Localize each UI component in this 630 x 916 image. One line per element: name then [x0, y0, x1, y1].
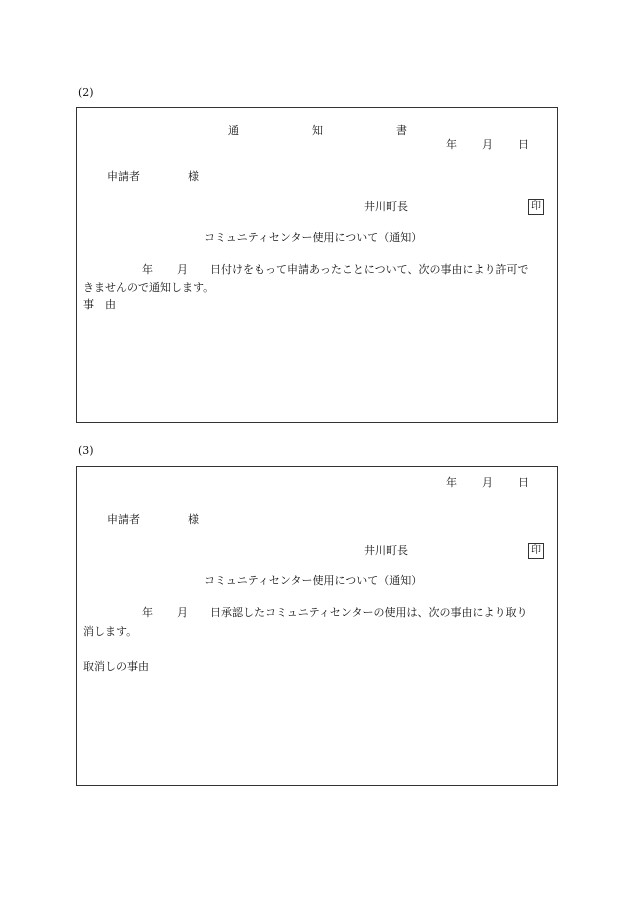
date-day: 日	[518, 138, 529, 151]
section-3-form	[76, 466, 558, 786]
applicant-label: 申請者	[107, 170, 140, 183]
issuer-name: 井川町長	[364, 200, 408, 213]
body-month: 月	[177, 263, 188, 276]
honorific: 様	[188, 513, 199, 526]
notice-subject: コミュニティセンター使用について（通知）	[204, 231, 423, 244]
applicant-label: 申請者	[107, 513, 140, 526]
date-year: 年	[446, 138, 457, 151]
body-month: 月	[177, 606, 188, 619]
seal-mark: 印	[528, 543, 544, 559]
date-month: 月	[482, 138, 493, 151]
issuer-name: 井川町長	[364, 544, 408, 557]
body-year: 年	[142, 606, 153, 619]
cancel-reason-label: 取消しの事由	[83, 660, 149, 673]
reason-label: 事 由	[83, 298, 116, 311]
notice-title-char-2: 知	[312, 124, 323, 137]
honorific: 様	[188, 170, 199, 183]
notice-title-char-3: 書	[396, 124, 407, 137]
date-month: 月	[482, 476, 493, 489]
notice-title-char-1: 通	[228, 124, 239, 137]
section-2-number: (2)	[78, 86, 94, 99]
section-2-form	[76, 107, 558, 423]
date-day: 日	[518, 476, 529, 489]
body-line-1: 日承認したコミュニティセンターの使用は、次の事由により取り	[210, 606, 528, 619]
section-3-number: (3)	[78, 444, 94, 457]
date-year: 年	[446, 476, 457, 489]
body-line-2: きませんので通知します。	[83, 281, 215, 294]
notice-subject: コミュニティセンター使用について（通知）	[204, 574, 423, 587]
body-year: 年	[142, 263, 153, 276]
body-line-2: 消します。	[83, 625, 138, 638]
body-line-1: 日付けをもって申請あったことについて、次の事由により許可で	[210, 263, 529, 276]
seal-mark: 印	[528, 199, 544, 215]
